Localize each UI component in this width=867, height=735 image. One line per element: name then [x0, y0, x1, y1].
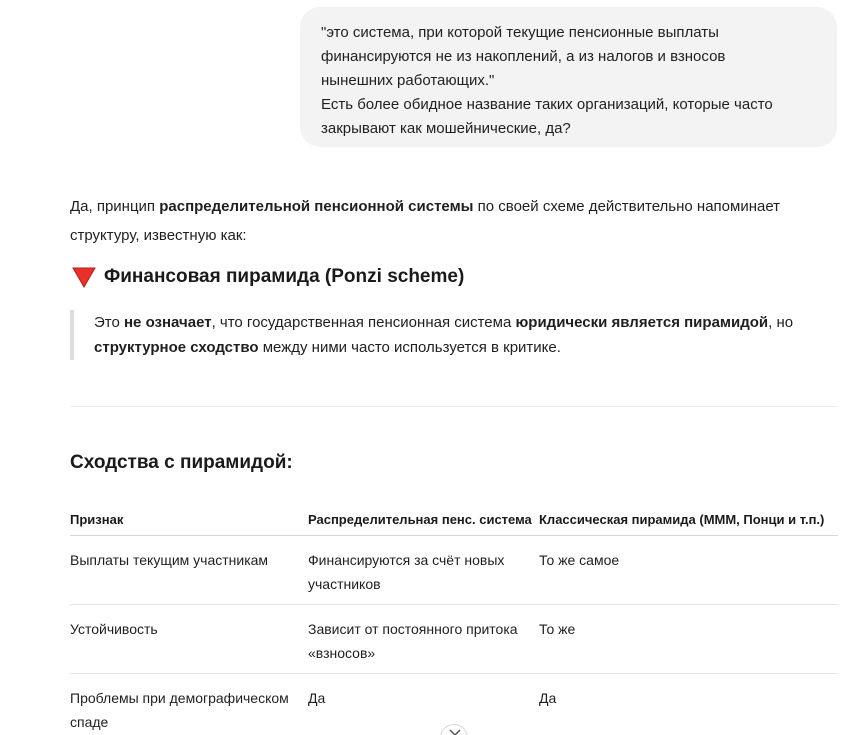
table-cell: То же самое — [539, 552, 620, 568]
chevron-down-icon — [448, 728, 462, 735]
answer-intro-bold: распределительной пенсионной системы — [159, 198, 474, 215]
section-title: Сходства с пирамидой: — [70, 452, 293, 473]
table-cell: Устойчивость — [70, 621, 158, 637]
user-message-line: Есть более обидное название таких организаций, которые часто — [321, 96, 773, 113]
user-message-line: "это система, при которой текущие пенсионные выплаты — [321, 24, 719, 41]
table-cell: Да — [308, 690, 326, 706]
table-cell: То же — [539, 621, 576, 637]
table-header-cell: Признак — [70, 512, 124, 527]
answer-intro: Да, принцип распределительной пенсионной системы по своей схеме действительно напоминает структуру, известную как: — [70, 198, 781, 244]
user-message-line: закрывают как мошейнические, да? — [321, 120, 571, 137]
red-down-triangle-icon — [72, 266, 96, 288]
pyramid-heading-text: Финансовая пирамида (Ponzi scheme) — [104, 266, 465, 287]
table-header-row — [70, 494, 838, 536]
table-cell: Зависит от постоянного притока «взносов» — [308, 621, 518, 661]
table-row — [70, 536, 838, 605]
table-cell: Проблемы при демографическом спаде — [70, 690, 289, 730]
user-message-line: нынешних работающих." — [321, 72, 495, 89]
table-row — [70, 605, 838, 674]
section-divider — [70, 406, 837, 407]
user-message-line: финансируются не из накоплений, а из налогов и взносов — [321, 48, 726, 65]
table-header-cell: Распределительная пенс. система — [308, 512, 532, 527]
table-cell: Выплаты текущим участникам — [70, 552, 269, 568]
similarity-table — [70, 494, 838, 735]
note-blockquote: Это не означает, что государственная пенсионная система юридически является пирамидой, но структурное сходство между ними часто используется в критике. — [70, 310, 837, 360]
user-message-bubble — [300, 7, 837, 147]
table-header-cell: Классическая пирамида (МММ, Понци и т.п.) — [539, 512, 825, 527]
pyramid-heading — [72, 266, 464, 288]
table-cell: Да — [539, 690, 557, 706]
table-cell: Финансируются за счёт новых участников — [308, 552, 505, 592]
